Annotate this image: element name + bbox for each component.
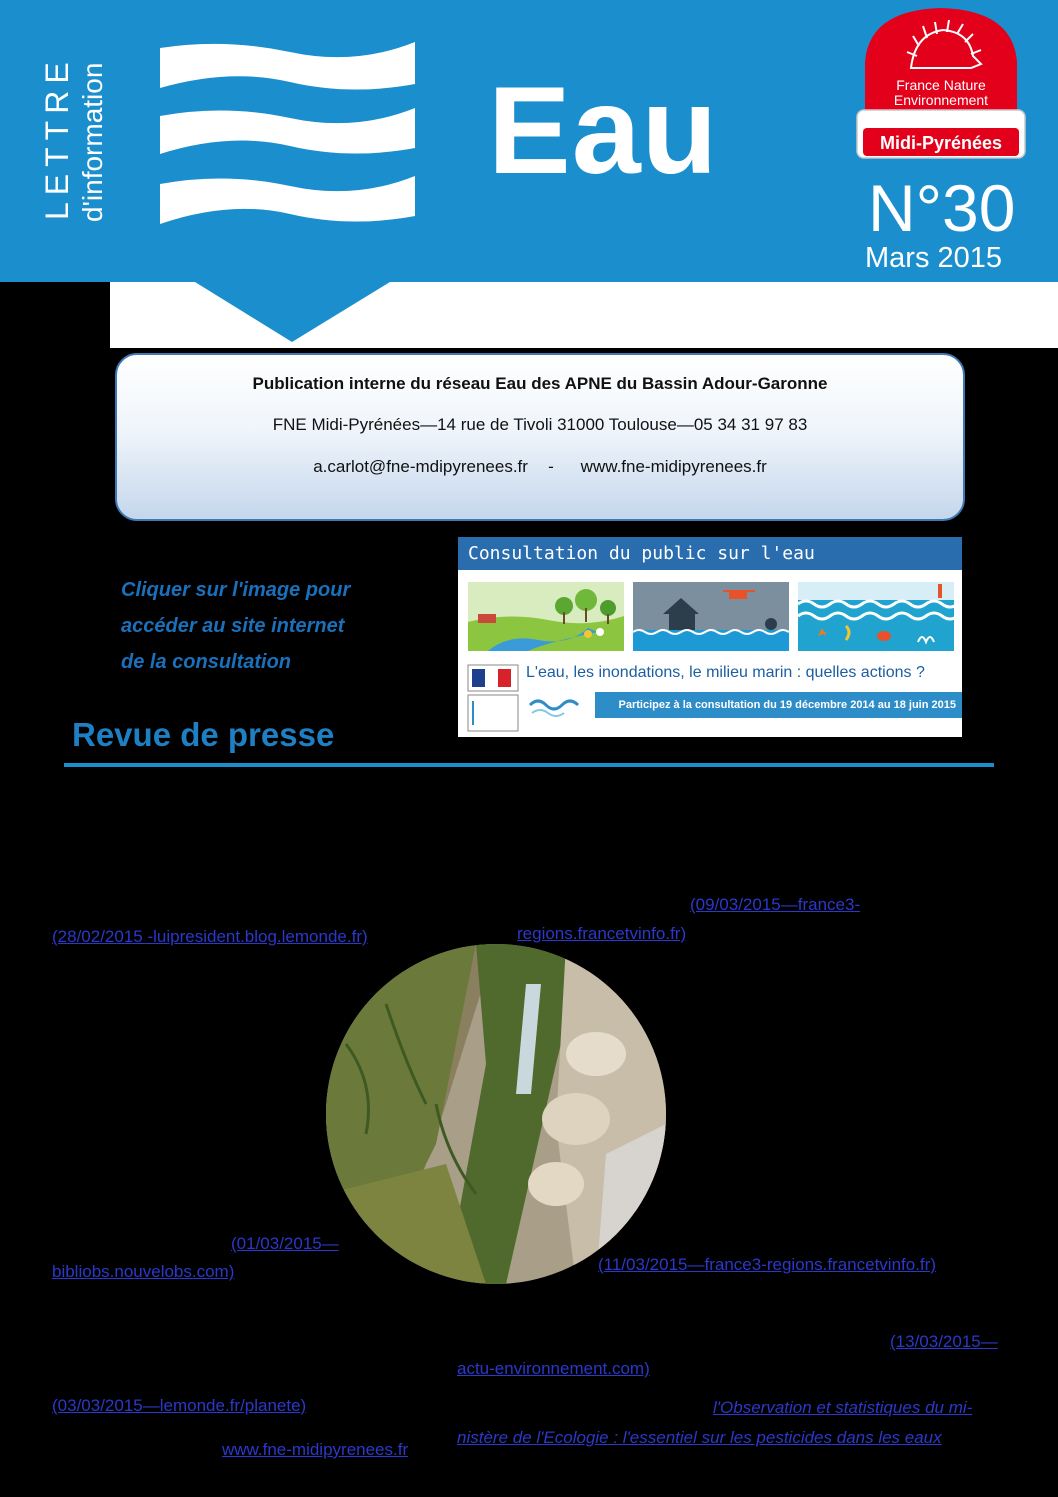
press-link-actu-env[interactable]: (13/03/2015— bbox=[890, 1332, 998, 1351]
instruction-line1: Cliquer sur l'image pour bbox=[121, 579, 351, 601]
consultation-instruction bbox=[121, 572, 421, 680]
separator: - bbox=[548, 457, 554, 476]
fne-logo[interactable] bbox=[855, 6, 1027, 166]
countryside-illustration bbox=[468, 582, 624, 651]
waves-icon bbox=[155, 38, 420, 233]
logo-line2: Environnement bbox=[893, 92, 989, 108]
publication-info-box bbox=[115, 353, 965, 521]
press-link-lemonde-planete[interactable]: (03/03/2015—lemonde.fr/planete) bbox=[52, 1396, 307, 1415]
press-link-france3-1103[interactable]: (11/03/2015—france3-regions.francetvinfo.fr) bbox=[598, 1255, 936, 1274]
logo-region: Midi-Pyrénées bbox=[879, 133, 1003, 153]
issue-date: Mars 2015 bbox=[865, 242, 1003, 274]
stream-photo bbox=[326, 944, 666, 1284]
flood-illustration bbox=[633, 582, 789, 651]
lettre-text: LETTRE bbox=[39, 55, 75, 220]
press-link-actu-env-cont[interactable]: actu-environnement.com) bbox=[457, 1359, 650, 1378]
section-divider bbox=[64, 763, 994, 767]
press-link-fne[interactable]: www.fne-midipyrenees.fr bbox=[222, 1440, 409, 1459]
website-link[interactable]: www.fne-midipyrenees.fr bbox=[580, 457, 767, 476]
section-title: Revue de presse bbox=[72, 716, 335, 753]
marine-illustration bbox=[798, 582, 954, 651]
newsletter-title: Eau bbox=[488, 62, 719, 200]
press-link-observation[interactable]: l'Observation et statistiques du mi- bbox=[713, 1398, 973, 1417]
consultation-banner-title: Consultation du public sur l'eau bbox=[458, 537, 962, 570]
publication-line: Publication interne du réseau Eau des APNE du Bassin Adour-Garonne bbox=[252, 374, 828, 393]
press-link-france3-0903-cont[interactable]: regions.francetvinfo.fr) bbox=[517, 924, 687, 943]
press-link-pesticides[interactable]: nistère de l'Ecologie : l'essentiel sur les pesticides dans les eaux bbox=[457, 1428, 942, 1447]
press-link-nouvelobs-cont[interactable]: bibliobs.nouvelobs.com) bbox=[52, 1262, 235, 1281]
press-link-lemonde-blog[interactable]: (28/02/2015 -luipresident.blog.lemonde.fr) bbox=[52, 927, 368, 946]
issue-number: N°30 bbox=[868, 171, 1016, 245]
information-text: d'information bbox=[77, 62, 108, 222]
press-link-nouvelobs[interactable]: (01/03/2015— bbox=[231, 1234, 339, 1253]
logo-line1: France Nature bbox=[896, 77, 986, 93]
consultation-banner-image[interactable] bbox=[458, 537, 962, 737]
consultation-question: L'eau, les inondations, le milieu marin : quelles actions ? bbox=[526, 664, 925, 681]
email-link[interactable]: a.carlot@fne-mdipyrenees.fr bbox=[313, 457, 528, 476]
lettre-label bbox=[30, 40, 110, 230]
press-link-france3-0903[interactable]: (09/03/2015—france3- bbox=[690, 895, 861, 914]
consultation-dates: Participez à la consultation du 19 décembre 2014 au 18 juin 2015 bbox=[595, 692, 962, 718]
address-line: FNE Midi-Pyrénées—14 rue de Tivoli 31000 Toulouse—05 34 31 97 83 bbox=[272, 415, 808, 434]
instruction-line2: accéder au site internet bbox=[121, 615, 345, 637]
instruction-line3: de la consultation bbox=[121, 651, 292, 673]
contact-line bbox=[117, 457, 963, 477]
